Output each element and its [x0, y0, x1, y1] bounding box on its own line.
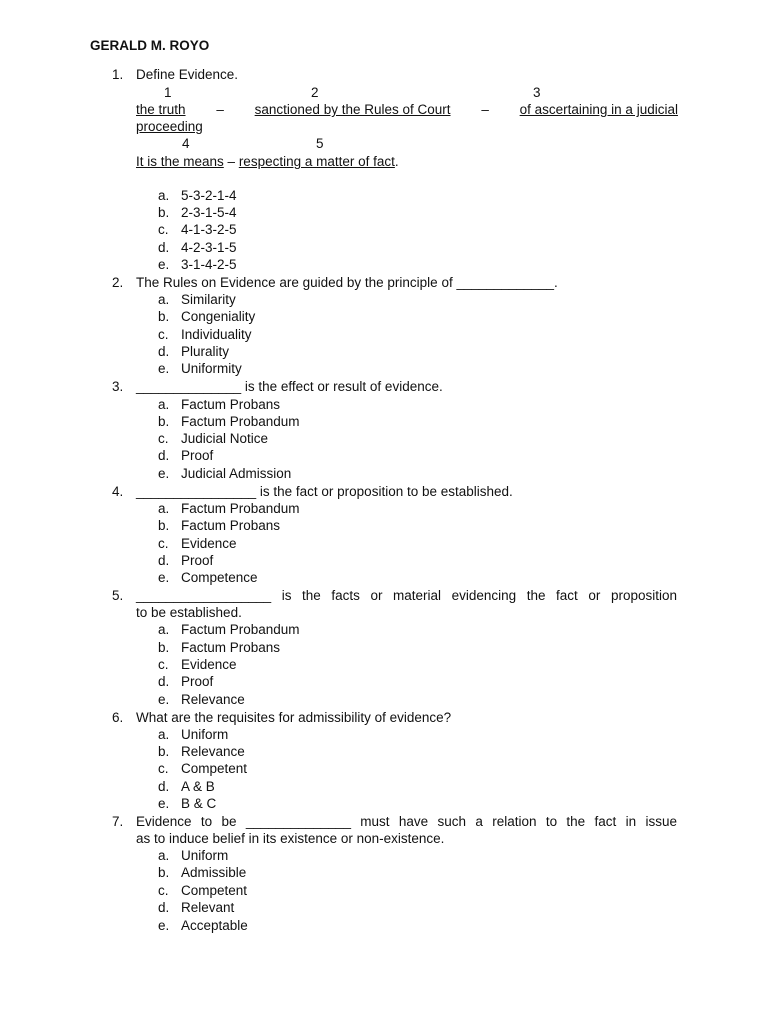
answer-option[interactable]: [0, 917, 768, 934]
option-text: Uniform: [181, 727, 229, 742]
question-number: 1.: [112, 67, 124, 82]
option-letter: c.: [158, 327, 169, 342]
option-letter: e.: [158, 796, 170, 811]
answer-option[interactable]: [0, 639, 768, 656]
answer-option[interactable]: [0, 256, 768, 273]
option-text: Relevance: [181, 692, 245, 707]
answer-option[interactable]: [0, 847, 768, 864]
option-letter: e.: [158, 257, 170, 272]
question-number: 7.: [112, 814, 124, 829]
option-letter: e.: [158, 361, 170, 376]
option-letter: c.: [158, 761, 169, 776]
option-text: Factum Probans: [181, 397, 281, 412]
option-letter: d.: [158, 240, 170, 255]
option-text: Factum Probans: [181, 518, 281, 533]
answer-option[interactable]: [0, 360, 768, 377]
answer-option[interactable]: [0, 447, 768, 464]
answer-option[interactable]: [0, 726, 768, 743]
digit-row-top: [0, 84, 768, 101]
option-letter: d.: [158, 448, 170, 463]
option-letter: b.: [158, 744, 170, 759]
question-text: Evidence to be ______________ must have such a relation to the fact in issue: [136, 814, 677, 829]
option-text: Proof: [181, 553, 214, 568]
question-text: __________________ is the facts or material evidencing the fact or proposition: [136, 588, 677, 603]
answer-option[interactable]: [0, 673, 768, 690]
option-text: Factum Probans: [181, 640, 281, 655]
question-text: ________________ is the fact or proposition to be established.: [136, 484, 513, 499]
option-letter: e.: [158, 466, 170, 481]
option-text: Plurality: [181, 344, 230, 359]
phrase-5: respecting a matter of fact: [238, 154, 395, 169]
answer-option[interactable]: [0, 691, 768, 708]
digit-label: 5: [316, 136, 324, 151]
question-number: 6.: [112, 710, 124, 725]
option-text: Relevant: [181, 900, 235, 915]
option-letter: c.: [158, 657, 169, 672]
option-text: Judicial Admission: [181, 466, 292, 481]
option-letter: a.: [158, 501, 170, 516]
answer-option[interactable]: [0, 569, 768, 586]
answer-option[interactable]: [0, 882, 768, 899]
option-text: A & B: [181, 779, 215, 794]
answer-option[interactable]: [0, 743, 768, 760]
phrase-separator: –: [216, 102, 224, 117]
option-text: 5-3-2-1-4: [181, 188, 237, 203]
question-text-continued: to be established.: [136, 605, 242, 620]
answer-option[interactable]: [0, 221, 768, 238]
option-letter: b.: [158, 414, 170, 429]
answer-option[interactable]: [0, 413, 768, 430]
option-letter: b.: [158, 205, 170, 220]
question-text: What are the requisites for admissibility of evidence?: [136, 710, 452, 725]
answer-option[interactable]: [0, 187, 768, 204]
answer-option[interactable]: [0, 517, 768, 534]
option-text: Individuality: [181, 327, 252, 342]
option-letter: e.: [158, 918, 170, 933]
option-text: Judicial Notice: [181, 431, 269, 446]
option-text: Proof: [181, 448, 214, 463]
option-text: Factum Probandum: [181, 622, 300, 637]
option-letter: d.: [158, 553, 170, 568]
option-letter: b.: [158, 309, 170, 324]
option-letter: e.: [158, 570, 170, 585]
answer-option[interactable]: [0, 760, 768, 777]
option-letter: d.: [158, 674, 170, 689]
question-text: Define Evidence.: [136, 67, 239, 82]
option-text: Competence: [181, 570, 258, 585]
option-text: 3-1-4-2-5: [181, 257, 237, 272]
option-text: Congeniality: [181, 309, 256, 324]
question-text: ______________ is the effect or result of evidence.: [136, 379, 443, 394]
answer-option[interactable]: [0, 239, 768, 256]
option-text: 2-3-1-5-4: [181, 205, 237, 220]
option-text: Factum Probandum: [181, 501, 300, 516]
question-number: 2.: [112, 275, 124, 290]
option-letter: c.: [158, 883, 169, 898]
phrase-1: the truth: [136, 102, 186, 117]
question-text-continued: as to induce belief in its existence or non-existence.: [136, 831, 445, 846]
option-text: Uniform: [181, 848, 229, 863]
question-number: 4.: [112, 484, 124, 499]
option-letter: a.: [158, 622, 170, 637]
phrase-line-2: [0, 153, 768, 170]
answer-option[interactable]: [0, 778, 768, 795]
option-text: Evidence: [181, 657, 237, 672]
option-letter: b.: [158, 865, 170, 880]
answer-option[interactable]: [0, 465, 768, 482]
option-letter: d.: [158, 344, 170, 359]
option-text: Competent: [181, 761, 248, 776]
phrase-separator: –: [223, 154, 239, 169]
phrase-3: of ascertaining in a judicial: [519, 102, 678, 117]
digit-label: 3: [533, 85, 541, 100]
answer-option[interactable]: [0, 864, 768, 881]
option-text: Competent: [181, 883, 248, 898]
option-text: B & C: [181, 796, 217, 811]
answer-option[interactable]: [0, 343, 768, 360]
option-letter: c.: [158, 431, 169, 446]
option-letter: a.: [158, 848, 170, 863]
option-letter: c.: [158, 222, 169, 237]
digit-label: 4: [182, 136, 190, 151]
option-text: Factum Probandum: [181, 414, 300, 429]
option-text: 4-2-3-1-5: [181, 240, 237, 255]
option-text: Proof: [181, 674, 214, 689]
question-number: 5.: [112, 588, 124, 603]
answer-option[interactable]: [0, 430, 768, 447]
phrase-separator: –: [481, 102, 489, 117]
phrase-4: It is the means: [136, 154, 224, 169]
answer-option[interactable]: [0, 204, 768, 221]
phrase-end: .: [394, 154, 399, 169]
answer-option[interactable]: [0, 500, 768, 517]
question-number: 3.: [112, 379, 124, 394]
answer-option[interactable]: [0, 656, 768, 673]
option-letter: a.: [158, 727, 170, 742]
option-text: Uniformity: [181, 361, 242, 376]
digit-label: 1: [164, 85, 172, 100]
phrase-3-continued: proceeding: [136, 119, 203, 134]
answer-option[interactable]: [0, 621, 768, 638]
option-text: Relevance: [181, 744, 245, 759]
option-letter: c.: [158, 536, 169, 551]
author-name: GERALD M. ROYO: [90, 38, 210, 53]
question-text: The Rules on Evidence are guided by the principle of _____________.: [136, 275, 558, 290]
answer-option[interactable]: [0, 291, 768, 308]
digit-label: 2: [311, 85, 319, 100]
option-text: Admissible: [181, 865, 247, 880]
phrase-line-1: [0, 101, 768, 118]
answer-option[interactable]: [0, 552, 768, 569]
answer-option[interactable]: [0, 535, 768, 552]
option-letter: a.: [158, 397, 170, 412]
option-letter: b.: [158, 640, 170, 655]
phrase-2: sanctioned by the Rules of Court: [254, 102, 451, 117]
answer-option[interactable]: [0, 326, 768, 343]
option-text: 4-1-3-2-5: [181, 222, 237, 237]
option-letter: b.: [158, 518, 170, 533]
answer-option[interactable]: [0, 308, 768, 325]
option-letter: a.: [158, 292, 170, 307]
option-letter: a.: [158, 188, 170, 203]
option-text: Similarity: [181, 292, 236, 307]
option-letter: e.: [158, 692, 170, 707]
digit-row-bottom: [0, 135, 768, 152]
option-letter: d.: [158, 779, 170, 794]
answer-option[interactable]: [0, 899, 768, 916]
option-text: Acceptable: [181, 918, 248, 933]
option-text: Evidence: [181, 536, 237, 551]
answer-option[interactable]: [0, 396, 768, 413]
answer-option[interactable]: [0, 795, 768, 812]
option-letter: d.: [158, 900, 170, 915]
